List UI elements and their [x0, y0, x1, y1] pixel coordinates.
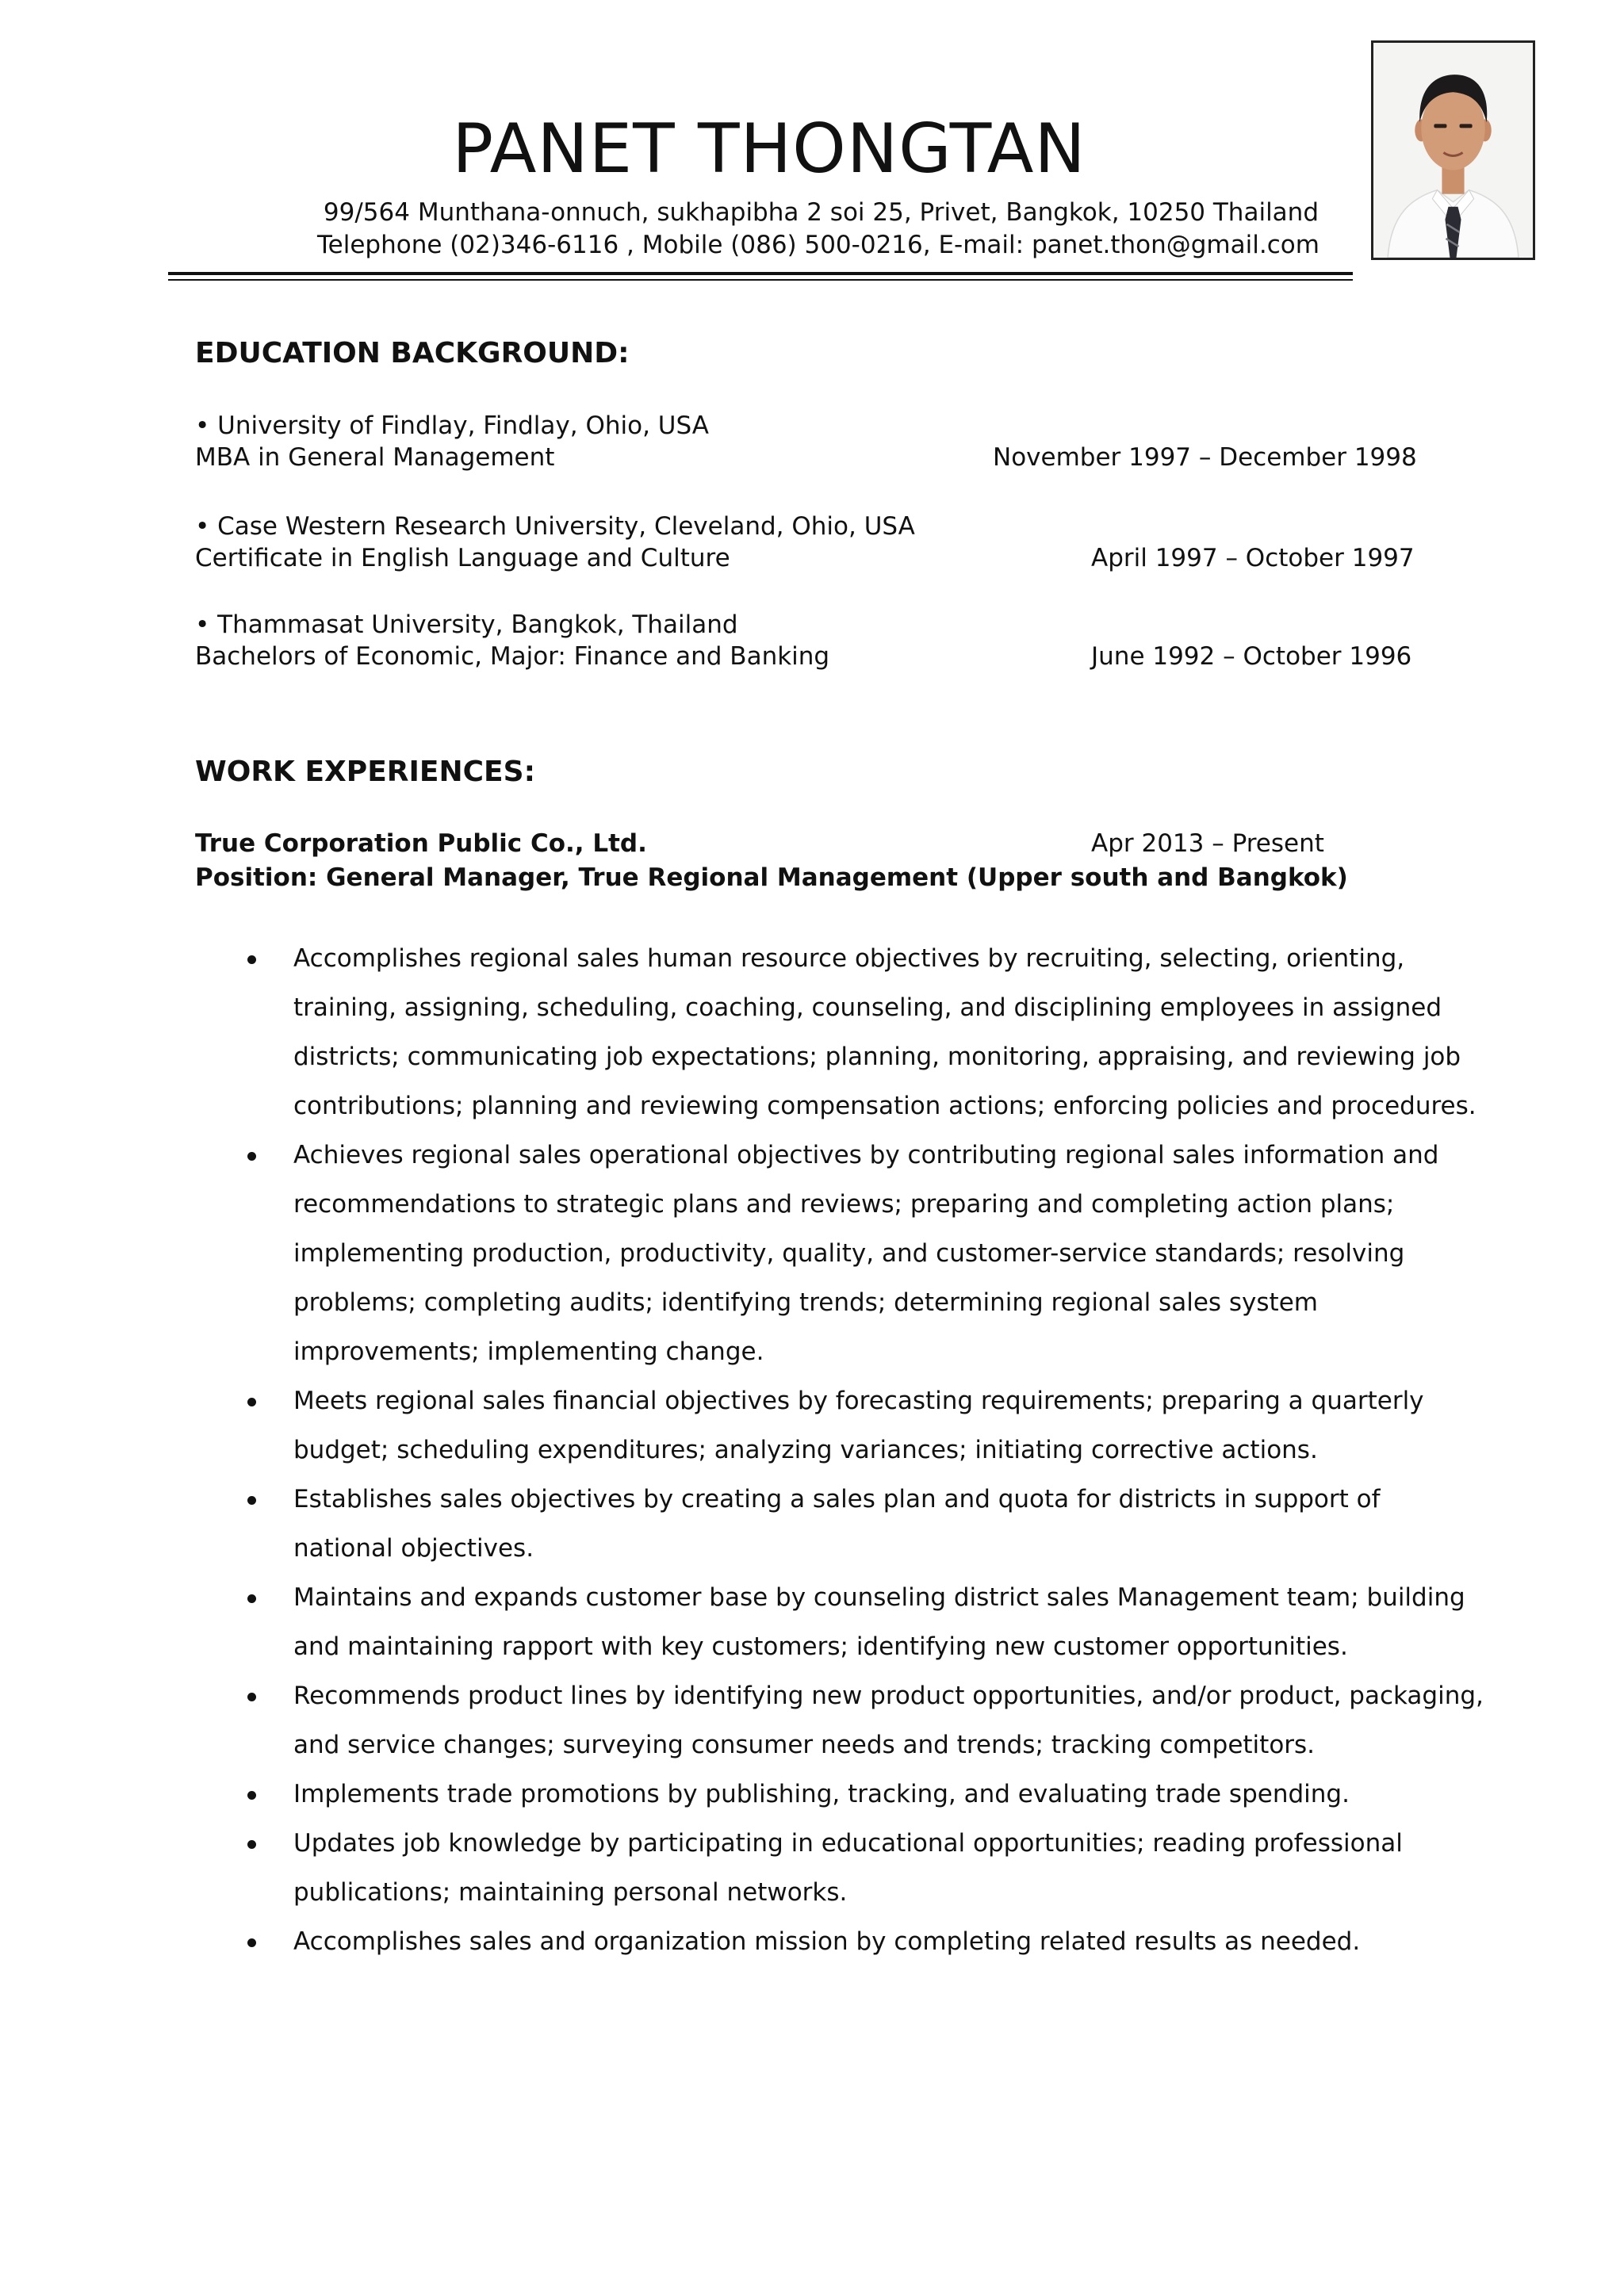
duty-line: training, assigning, scheduling, coaching, counseling, and disciplining employees in assigned: [293, 993, 1442, 1022]
list-item: [238, 1376, 1491, 1475]
work-section-title: WORK EXPERIENCES:: [195, 756, 535, 788]
profile-photo: [1371, 40, 1535, 260]
bullet-icon: [247, 1152, 256, 1161]
company-name: True Corporation Public Co., Ltd.: [195, 829, 647, 858]
duty-line: and service changes; surveying consumer needs and trends; tracking competitors.: [293, 1731, 1316, 1759]
bullet-icon: [247, 1938, 256, 1947]
duty-line: Accomplishes sales and organization mission by completing related results as needed.: [293, 1927, 1361, 1956]
list-item: [238, 1770, 1491, 1819]
list-item: [238, 934, 1491, 1131]
bullet-icon: [247, 955, 256, 964]
duty-line: recommendations to strategic plans and reviews; preparing and completing action plans;: [293, 1190, 1395, 1219]
duty-line: problems; completing audits; identifying trends; determining regional sales system: [293, 1288, 1318, 1317]
education-degree: MBA in General Management: [195, 443, 555, 472]
bullet-icon: [247, 1594, 256, 1603]
list-item: [238, 1917, 1491, 1966]
duty-line: Accomplishes regional sales human resource objectives by recruiting, selecting, orienting,: [293, 944, 1405, 973]
education-degree: Bachelors of Economic, Major: Finance and Banking: [195, 642, 830, 671]
list-item: [238, 1475, 1491, 1573]
duty-line: budget; scheduling expenditures; analyzing variances; initiating corrective actions.: [293, 1436, 1318, 1464]
education-dates: April 1997 – October 1997: [1091, 544, 1415, 572]
duty-line: Establishes sales objectives by creating a sales plan and quota for districts in support of: [293, 1485, 1381, 1513]
bullet-icon: [247, 1840, 256, 1849]
contact-line: Telephone (02)346-6116 , Mobile (086) 500-0216, E-mail: panet.thon@gmail.com: [317, 231, 1320, 259]
education-school: • Case Western Research University, Cleveland, Ohio, USA: [195, 512, 915, 541]
duty-line: implementing production, productivity, quality, and customer-service standards; resolving: [293, 1239, 1405, 1268]
duty-line: contributions; planning and reviewing compensation actions; enforcing policies and procedures.: [293, 1092, 1477, 1120]
duties-list: [238, 934, 1491, 1966]
list-item: [238, 1671, 1491, 1770]
education-school: • Thammasat University, Bangkok, Thailand: [195, 610, 738, 639]
education-section-title: EDUCATION BACKGROUND:: [195, 337, 630, 369]
duty-line: Meets regional sales financial objectives by forecasting requirements; preparing a quarterly: [293, 1387, 1424, 1415]
education-school: • University of Findlay, Findlay, Ohio, USA: [195, 411, 709, 440]
candidate-name: PANET THONGTAN: [452, 109, 1086, 189]
education-dates: November 1997 – December 1998: [993, 443, 1417, 472]
bullet-icon: [247, 1398, 256, 1406]
duty-line: national objectives.: [293, 1534, 534, 1563]
bullet-icon: [247, 1496, 256, 1505]
duty-line: districts; communicating job expectations; planning, monitoring, appraising, and reviewing job: [293, 1043, 1461, 1071]
duty-line: improvements; implementing change.: [293, 1337, 764, 1366]
duty-line: Achieves regional sales operational objectives by contributing regional sales information and: [293, 1141, 1439, 1169]
duty-line: Updates job knowledge by participating in educational opportunities; reading professional: [293, 1829, 1403, 1858]
duty-line: publications; maintaining personal networks.: [293, 1878, 848, 1907]
bullet-icon: [247, 1791, 256, 1800]
duty-line: Implements trade promotions by publishing, tracking, and evaluating trade spending.: [293, 1780, 1350, 1808]
list-item: [238, 1131, 1491, 1376]
address-line: 99/564 Munthana-onnuch, sukhapibha 2 soi 25, Privet, Bangkok, 10250 Thailand: [323, 198, 1319, 227]
header-divider-thick: [168, 272, 1353, 275]
duty-line: Maintains and expands customer base by counseling district sales Management team; building: [293, 1583, 1465, 1612]
bullet-icon: [247, 1693, 256, 1701]
header-divider-thin: [168, 279, 1353, 281]
duty-line: Recommends product lines by identifying new product opportunities, and/or product, packaging,: [293, 1682, 1484, 1710]
list-item: [238, 1819, 1491, 1917]
list-item: [238, 1573, 1491, 1671]
duty-line: and maintaining rapport with key customers; identifying new customer opportunities.: [293, 1632, 1348, 1661]
education-degree: Certificate in English Language and Culture: [195, 544, 730, 572]
position-title: Position: General Manager, True Regional Management (Upper south and Bangkok): [195, 863, 1348, 892]
employment-dates: Apr 2013 – Present: [1091, 829, 1324, 858]
education-dates: June 1992 – October 1996: [1091, 642, 1412, 671]
